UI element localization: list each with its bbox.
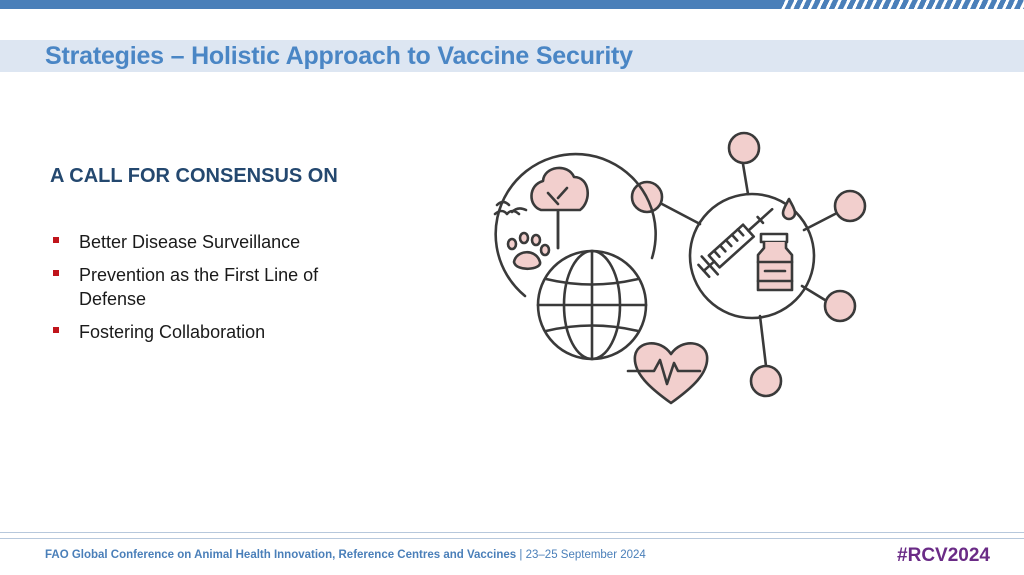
- bullet-item: [50, 320, 380, 344]
- bullet-item: [50, 230, 380, 254]
- globe-icon: [538, 251, 646, 359]
- bullet-list: [50, 230, 380, 353]
- footer-divider: [0, 532, 1024, 533]
- bullet-text: Better Disease Surveillance: [79, 232, 301, 252]
- top-accent-bar: [0, 0, 1024, 9]
- paw-icon: [508, 233, 549, 269]
- bullet-square-icon: [53, 327, 59, 333]
- bullet-item: [50, 263, 380, 311]
- footer-divider: [0, 538, 1024, 539]
- bullet-square-icon: [53, 237, 59, 243]
- top-accent-bar-hatch: [780, 0, 1024, 9]
- hashtag-label: #RCV2024: [897, 545, 990, 566]
- top-accent-bar-solid: [0, 0, 780, 9]
- one-health-illustration: [488, 125, 878, 410]
- bullet-square-icon: [53, 270, 59, 276]
- globe-arc: [496, 154, 656, 296]
- bullet-text: Fostering Collaboration: [79, 322, 266, 342]
- footer-dates: 23–25 September 2024: [525, 549, 646, 561]
- footer-conference-name: FAO Global Conference on Animal Health Innovation, Reference Centres and Vaccines: [45, 549, 517, 561]
- bullet-text: Prevention as the First Line of Defense: [79, 265, 319, 309]
- footer-conference-text: [45, 549, 646, 561]
- vaccine-vial-icon: [758, 234, 792, 290]
- footer-separator: |: [519, 549, 523, 561]
- heart-pulse-icon: [628, 343, 707, 403]
- slide-title: Strategies – Holistic Approach to Vaccine Security: [45, 42, 633, 70]
- slide-subtitle: A CALL FOR CONSENSUS ON: [50, 165, 338, 187]
